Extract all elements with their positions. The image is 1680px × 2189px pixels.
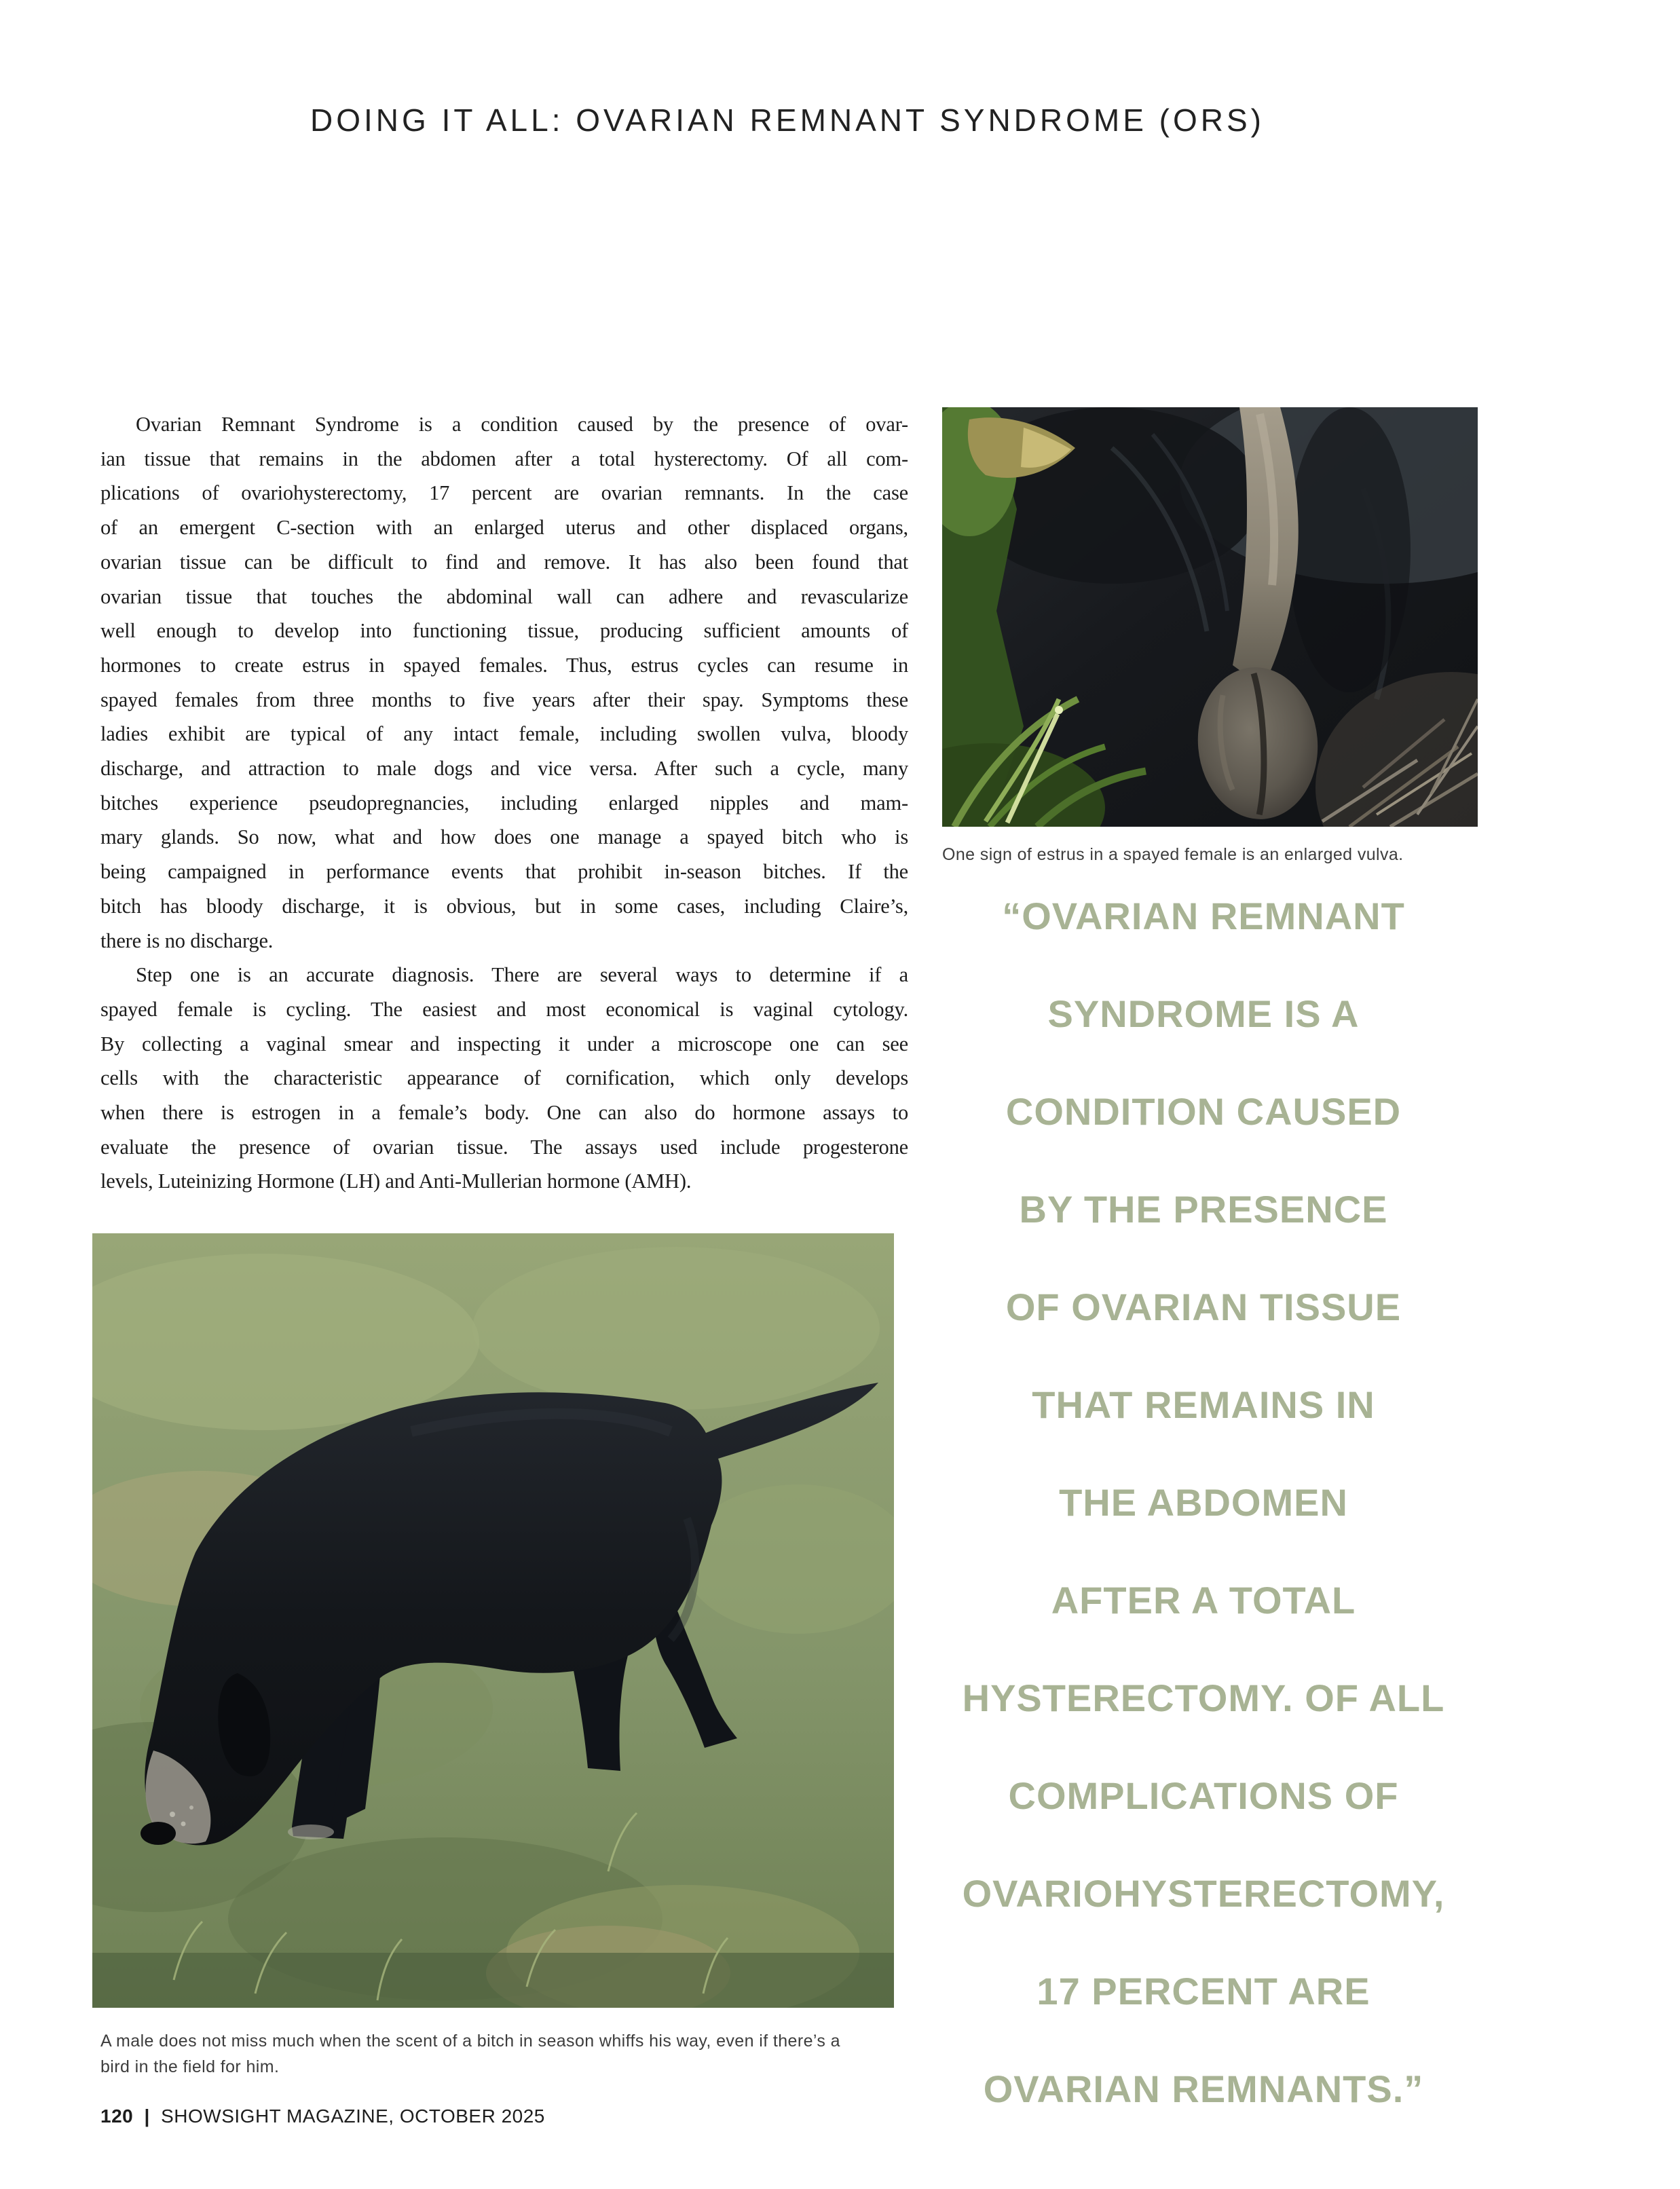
body-text-line: Ovarian Remnant Syndrome is a condition caused by the presence of ovar- bbox=[136, 413, 908, 436]
body-text-line: well enough to develop into functioning tissue, producing sufficient amounts of bbox=[100, 619, 908, 643]
estrus-photo-caption: One sign of estrus in a spayed female is an enlarged vulva. bbox=[942, 845, 1404, 864]
body-text-line: ladies exhibit are typical of any intact female, including swollen vulva, bloody bbox=[100, 722, 908, 746]
pull-quote-line: THE ABDOMEN bbox=[1059, 1481, 1348, 1524]
page-footer bbox=[100, 2106, 545, 2127]
caption-line: bird in the field for him. bbox=[100, 2057, 280, 2076]
body-text-line: ovarian tissue that touches the abdominal wall can adhere and revascularize bbox=[100, 584, 908, 608]
pull-quote-line: “OVARIAN REMNANT bbox=[1002, 895, 1405, 937]
pull-quote bbox=[905, 867, 1502, 2138]
article-body bbox=[100, 407, 908, 1199]
page-title: DOING IT ALL: OVARIAN REMNANT SYNDROME (ORS) bbox=[310, 102, 1265, 138]
body-text-line: bitch has bloody discharge, it is obvious, but in some cases, including Claire’s, bbox=[100, 894, 908, 918]
pull-quote-line: HYSTERECTOMY. OF ALL bbox=[962, 1677, 1445, 1719]
body-text-line: spayed female is cycling. The easiest and most economical is vaginal cytology. bbox=[100, 997, 908, 1021]
body-text-line: being campaigned in performance events that prohibit in-season bitches. If the bbox=[100, 860, 908, 884]
body-text-line: ian tissue that remains in the abdomen after a total hysterectomy. Of all com- bbox=[100, 447, 908, 470]
pull-quote-line: CONDITION CAUSED bbox=[1005, 1090, 1402, 1133]
body-text-line: mary glands. So now, what and how does one manage a spayed bitch who is bbox=[100, 825, 908, 849]
body-text-line: ovarian tissue can be difficult to find and remove. It has also been found that bbox=[100, 550, 908, 574]
dog-photo-illustration bbox=[92, 1233, 894, 2008]
pull-quote-line: OF OVARIAN TISSUE bbox=[1005, 1286, 1402, 1328]
pull-quote-line: SYNDROME IS A bbox=[1047, 992, 1360, 1035]
body-text-line: spayed females from three months to five years after their spay. Symptoms these bbox=[100, 688, 908, 711]
magazine-name: SHOWSIGHT MAGAZINE, OCTOBER 2025 bbox=[161, 2106, 545, 2127]
body-text-line: when there is estrogen in a female’s body. One can also do hormone assays to bbox=[100, 1101, 908, 1125]
body-text-line: of an emergent C-section with an enlarged uterus and other displaced organs, bbox=[100, 516, 908, 540]
pull-quote-line: AFTER A TOTAL bbox=[1051, 1579, 1356, 1622]
male-dog-photo bbox=[92, 1233, 894, 2008]
body-text-line: plications of ovariohysterectomy, 17 percent are ovarian remnants. In the case bbox=[100, 481, 908, 505]
body-text-line: hormones to create estrus in spayed females. Thus, estrus cycles can resume in bbox=[100, 653, 908, 677]
male-dog-photo-caption bbox=[100, 2028, 929, 2080]
body-text-line: Step one is an accurate diagnosis. There are several ways to determine if a bbox=[136, 963, 908, 987]
pull-quote-line: OVARIAN REMNANTS.” bbox=[983, 2068, 1424, 2110]
estrus-photo-illustration bbox=[942, 407, 1478, 827]
pull-quote-line: COMPLICATIONS OF bbox=[1008, 1774, 1399, 1817]
pull-quote-line: BY THE PRESENCE bbox=[1019, 1188, 1388, 1231]
body-text-line: bitches experience pseudopregnancies, including enlarged nipples and mam- bbox=[100, 791, 908, 815]
body-text-line: there is no discharge. bbox=[100, 929, 274, 952]
page-number: 120 bbox=[100, 2106, 134, 2127]
estrus-photo bbox=[942, 407, 1478, 827]
body-text-line: levels, Luteinizing Hormone (LH) and Anti-Mullerian hormone (AMH). bbox=[100, 1170, 692, 1193]
caption-line: A male does not miss much when the scent of a bitch in season whiffs his way, even if there’s a bbox=[100, 2032, 840, 2051]
article-paragraph-1 bbox=[100, 407, 908, 958]
shadow bbox=[1288, 407, 1411, 692]
body-text-line: evaluate the presence of ovarian tissue. The assays used include progesterone bbox=[100, 1135, 908, 1159]
body-text-line: By collecting a vaginal smear and inspecting it under a microscope one can see bbox=[100, 1032, 908, 1055]
pull-quote-line: 17 PERCENT ARE bbox=[1037, 1970, 1370, 2013]
body-text-line: cells with the characteristic appearance of cornification, which only develops bbox=[100, 1066, 908, 1090]
footer-separator: | bbox=[144, 2106, 150, 2127]
body-text-line: discharge, and attraction to male dogs and vice versa. After such a cycle, many bbox=[100, 757, 908, 781]
paw-highlight bbox=[288, 1825, 334, 1839]
pull-quote-line: OVARIOHYSTERECTOMY, bbox=[962, 1872, 1445, 1915]
pull-quote-line: THAT REMAINS IN bbox=[1032, 1383, 1375, 1426]
nose bbox=[141, 1822, 176, 1845]
article-paragraph-2 bbox=[100, 958, 908, 1199]
